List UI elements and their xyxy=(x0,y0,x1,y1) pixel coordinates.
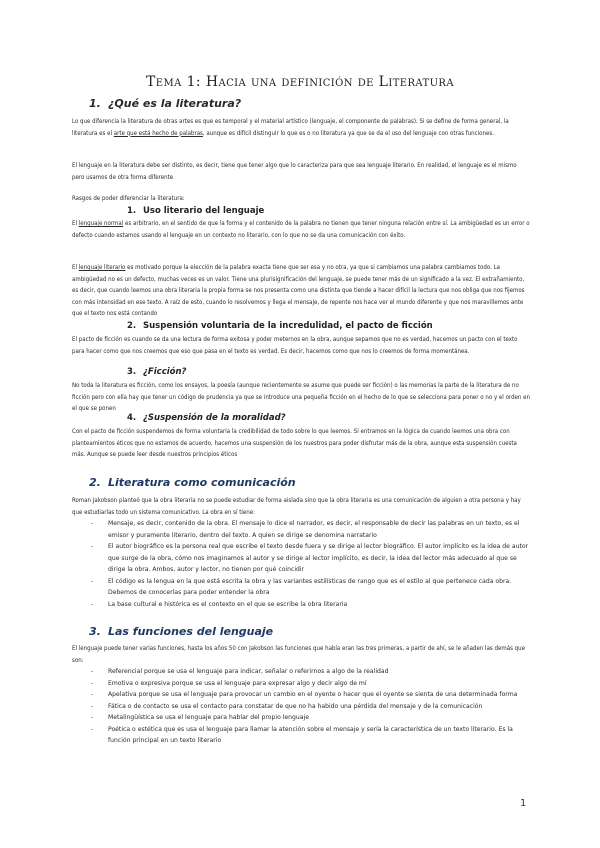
list-item: - Emotiva o expresiva porque se usa el lenguaje para expresar algo y decir algo de mí xyxy=(72,678,530,690)
subsection-1-title: Uso literario del lenguaje xyxy=(143,206,265,216)
subsection-1-heading xyxy=(127,206,264,216)
section-3-list xyxy=(72,666,530,747)
subsection-4-paragraph: Con el pacto de ficción suspendemos de forma voluntaria la credibilidad de todo sobre lo que leemos. Si entramos en la lógica de cuando leemos una obra con planteamientos éticos que no estamos de acuerdo, hacemos una suspensión de los nuestros para poder disfrutar más de la obra, aunque esta suspensión cuesta más. Aunque se puede leer desde nuestros principios éticos xyxy=(72,428,517,458)
text-run: es motivado porque la elección de la palabra exacta tiene que ser esa y no otra, ya que si cambiamos una palabra cambiamos todo. La ambigüedad no es un defecto, muchas veces es un valor. Tiene una plurisignificación del lenguaje, se puede tener más de un significado a la vez. El extrañamiento, es decir, que cuando leemos una obra literaria la propia forma se nos presenta como una distinta que tiende a hacer difícil la lectura que nos obliga que nos fijemos con más intensidad en ese texto. A raíz de esto, cuando lo resolvemos y llega el mensaje, de repente nos hace ver el mundo diferente y que nos maravillemos ante que el texto nos está contando xyxy=(72,264,525,317)
list-item: - Apelativa porque se usa el lenguaje para provocar un cambio en el oyente o hacer que el oyente se sienta de una determinada forma xyxy=(72,689,530,701)
section-2-list xyxy=(72,518,530,610)
section-1-number: 1. xyxy=(89,97,101,110)
subsection-1-paragraph-2 xyxy=(72,262,530,320)
section-1-paragraph-2: El lenguaje en la literatura debe ser distinto, es decir, tiene que tener algo que lo caracteriza para que sea lenguaje literario. En realidad, el lenguaje es el mismo pero usamos de otra forma diferente xyxy=(72,162,517,181)
subsection-2-title: Suspensión voluntaria de la incredulidad, el pacto de ficción xyxy=(143,321,433,331)
section-3-heading xyxy=(89,625,273,638)
section-1-paragraph-3: Rasgos de poder diferenciar la literatura: xyxy=(72,195,185,202)
subsection-2-heading xyxy=(127,321,433,331)
text-run: El xyxy=(72,264,79,271)
text-run: El xyxy=(72,220,79,227)
text-run: es arbitrario, en el sentido de que la forma y el contenido de la palabra no tienen que tener ninguna relación entre sí. La ambigüedad es un error o defecto cuando estamos usando el lenguaje en un contexto no literario, con lo que no se da una comunicación con éxito. xyxy=(72,220,530,239)
underlined-term: lenguaje literario xyxy=(78,264,126,271)
text-run: , aunque es difícil distinguir lo que es o no literatura ya que se da el uso del lenguaje con otras funciones. xyxy=(202,129,494,137)
list-item: - El código es la lengua en la que está escrita la obra y las variantes estilísticas de rango que es el estilo al que pertenece cada obra. Debemos de conocerlas para poder entender la obra xyxy=(72,576,530,599)
text-run: Lo que diferencia la literatura de otras artes es que es temporal y el material artístico (lenguaje, el componente de palabras). Si se define de forma general, la literatura es el xyxy=(72,118,509,137)
subsection-4-number: 4. xyxy=(127,413,137,423)
list-item: - Referencial porque se usa el lenguaje para indicar, señalar o referirnos a algo de la realidad xyxy=(72,666,530,678)
section-1-paragraph-1 xyxy=(72,116,530,139)
list-item: - Poética o estética que es usa el lenguaje para llamar la atención sobre el mensaje y sería la característica de un texto literario. Es la función principal en un texto literario xyxy=(72,724,530,747)
section-2-number: 2. xyxy=(89,476,101,489)
list-item: - Mensaje, es decir, contenido de la obra. El mensaje lo dice el narrador, es decir, el responsable de decir las palabras en un texto, es el emisor y puramente literario, dentro del texto. A quien se dirige se denomina narratario xyxy=(72,518,530,541)
section-2-paragraph: Roman Jakobson planteó que la obra literaria no se puede estudiar de forma aislada sino que la obra literaria es una comunicación de alguien a otra persona y hay que estudiarlas todo un sistema comunicativo. La obra en sí tiene: xyxy=(72,497,521,516)
section-3-title: Las funciones del lenguaje xyxy=(108,625,274,638)
underlined-term: arte que está hecho de palabras xyxy=(113,129,203,137)
underlined-term: lenguaje normal xyxy=(78,220,124,227)
list-item: - Fática o de contacto se usa el contacto para constatar de que no ha habido una pérdida del mensaje y de la comunicación xyxy=(72,701,530,713)
subsection-4-heading xyxy=(127,413,286,423)
subsection-1-number: 1. xyxy=(127,206,137,216)
section-1-heading xyxy=(89,97,241,110)
section-3-number: 3. xyxy=(89,625,101,638)
subsection-2-paragraph: El pacto de ficción es cuando se da una lectura de forma exitosa y poder meternos en la obra, aunque sepamos que no es verdad, hacemos un pacto con el texto para hacer como que nos creemos que eso que pasa en el texto es verdad. Es decir, hacemos como que nos lo creemos de forma momentánea. xyxy=(72,336,518,355)
section-2-title: Literatura como comunicación xyxy=(108,476,296,489)
section-1-title: ¿Qué es la literatura? xyxy=(108,97,242,110)
subsection-4-title: ¿Suspensión de la moralidad? xyxy=(143,413,286,423)
page-number: 1 xyxy=(520,798,527,809)
section-2-heading xyxy=(89,476,296,489)
list-item: - La base cultural e histórica es el contexto en el que se escribe la obra literaria xyxy=(72,599,530,611)
list-item: - El autor biográfico es la persona real que escribe el texto desde fuera y se dirige al lector biográfico. El autor implícito es la idea de autor que surge de la obra, cómo nos imaginamos al autor y se dirige al lector implícito, es decir, la idea del lector más adecuado al que se dirige la obra. Ambos, autor y lector, no tienen por qué coincidir xyxy=(72,541,530,576)
subsection-3-number: 3. xyxy=(127,367,137,377)
document-title: Tema 1: Hacia una definición de Literatura xyxy=(146,74,454,90)
subsection-2-number: 2. xyxy=(127,321,137,331)
subsection-3-heading xyxy=(127,367,186,377)
section-3-paragraph: El lenguaje puede tener varias funciones, hasta los años 50 con Jakobson las funciones que había eran las tres primeras, a partir de ahí, se le añaden las demás que son: xyxy=(72,645,526,664)
subsection-3-paragraph: No toda la literatura es ficción, como los ensayos, la poesía (aunque recientemente se asume que puede ser ficción) o las memorias la parte de la literatura de no ficción pero con ella hay que tener un código de prudencia ya que se introduce una pequeña ficción en el hecho de lo que se selecciona para poner o no y el orden en el que se ponen xyxy=(72,382,530,412)
list-item: - Metalingüística se usa el lenguaje para hablar del propio lenguaje xyxy=(72,712,530,724)
subsection-3-title: ¿Ficción? xyxy=(143,367,187,377)
subsection-1-paragraph-1 xyxy=(72,218,530,241)
